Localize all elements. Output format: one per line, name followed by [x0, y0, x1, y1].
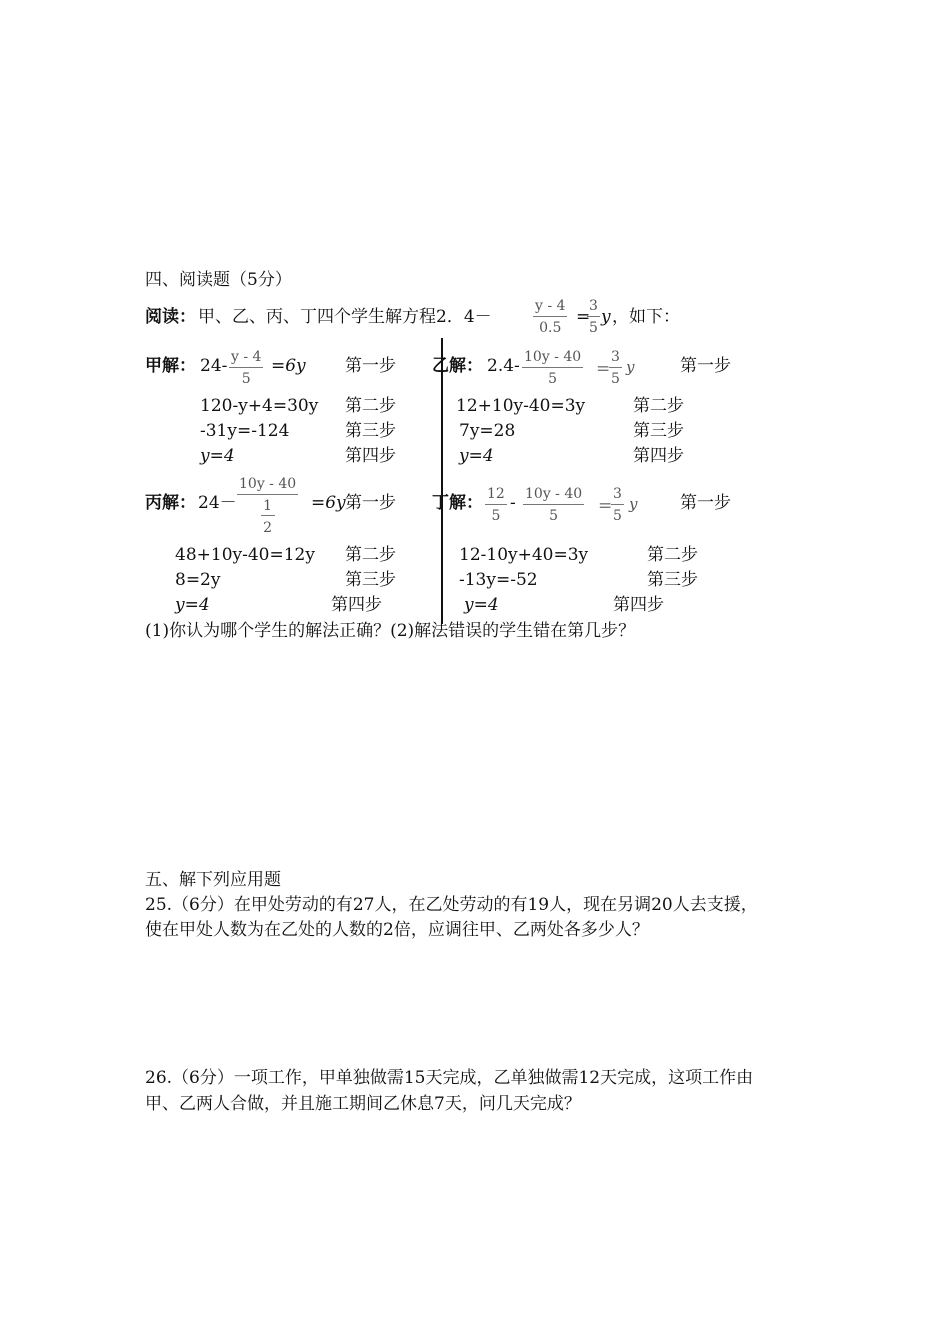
intro-fraction-2: [587, 299, 600, 335]
reading-question: (1)你认为哪个学生的解法正确？(2)解法错误的学生错在第几步？: [145, 621, 636, 641]
fraction-denominator: 5: [548, 371, 558, 387]
ding-step2-marker: 第二步: [647, 545, 698, 565]
inner-denominator: 2: [263, 520, 273, 536]
yi-step2-equation: 12+10y-40=3y: [456, 396, 586, 416]
ding-step3-equation: -13y=-52: [459, 570, 538, 590]
yi-step3-marker: 第三步: [633, 421, 684, 441]
bing-step1-marker: 第一步: [345, 493, 396, 513]
yi-step1-fraction-2: [609, 350, 622, 386]
jia-step1-suffix: =6y: [271, 356, 306, 376]
jia-step1-prefix: 24-: [200, 356, 228, 376]
yi-step1-fraction: [522, 350, 583, 386]
ding-step1-fraction-1: [485, 487, 507, 523]
fraction-denominator: 0.5: [539, 320, 562, 336]
intro-suffix: ，如下：: [612, 307, 680, 327]
ding-step4-equation: y=4: [464, 595, 499, 615]
q26-line1: 26.（6分）一项工作，甲单独做需15天完成，乙单独做需12天完成，这项工作由: [145, 1068, 754, 1088]
intro-text: 甲、乙、丙、丁四个学生解方程2．4－: [198, 307, 492, 327]
fraction-numerator: 10y - 40: [525, 486, 583, 502]
bing-step1-prefix: 24－: [198, 493, 237, 513]
intro-equals: =: [576, 307, 591, 327]
bing-step4-equation: y=4: [175, 595, 210, 615]
ding-step2-equation: 12-10y+40=3y: [459, 545, 589, 565]
fraction-denominator: 5: [611, 371, 620, 387]
jia-step1-marker: 第一步: [345, 356, 396, 376]
intro-variable: y: [601, 307, 611, 327]
bing-step3-equation: 8=2y: [175, 570, 221, 590]
intro-fraction-1: [533, 299, 567, 335]
column-divider: [441, 338, 443, 624]
fraction-denominator: 5: [613, 508, 622, 524]
fraction-numerator: y - 4: [535, 298, 566, 314]
ding-step1-fraction-3: [611, 487, 624, 523]
bing-step1-complex-fraction: [237, 477, 298, 535]
yi-label: 乙解：: [432, 356, 483, 376]
ding-step1-equals: =: [598, 496, 613, 516]
bing-step1-suffix: =6y: [311, 493, 346, 513]
ding-step1-fraction-2: [523, 487, 584, 523]
jia-label: 甲解：: [145, 356, 196, 376]
bing-step2-equation: 48+10y-40=12y: [175, 545, 315, 565]
ding-step1-minus: -: [510, 493, 516, 513]
q25-line2: 使在甲处人数为在乙处的人数的2倍，应调往甲、乙两处各多少人？: [145, 920, 649, 940]
fraction-numerator: 3: [589, 298, 598, 314]
inner-fraction: [261, 495, 275, 535]
jia-step4-marker: 第四步: [345, 446, 396, 466]
jia-step3-equation: -31y=-124: [200, 421, 290, 441]
jia-step1-fraction: [229, 350, 263, 386]
jia-step2-equation: 120-y+4=30y: [200, 396, 319, 416]
q25-line1: 25.（6分）在甲处劳动的有27人，在乙处劳动的有19人，现在另调20人去支援，: [145, 895, 758, 915]
fraction-numerator: y - 4: [231, 349, 262, 365]
q26-line2: 甲、乙两人合做，并且施工期间乙休息7天，问几天完成？: [145, 1094, 581, 1114]
fraction-numerator: 12: [487, 486, 505, 502]
inner-numerator: 1: [263, 498, 273, 514]
yi-step1-variable: y: [626, 358, 635, 376]
ding-step4-marker: 第四步: [613, 595, 664, 615]
section4-title: 四、阅读题（5分）: [145, 270, 292, 290]
yi-step1-prefix: 2.4-: [487, 356, 520, 376]
jia-step4-equation: y=4: [200, 446, 235, 466]
yi-step1-marker: 第一步: [680, 356, 731, 376]
yi-step1-equals: =: [596, 359, 611, 379]
ding-label: 丁解：: [432, 493, 483, 513]
ding-step1-marker: 第一步: [680, 493, 731, 513]
fraction-denominator: 5: [589, 320, 598, 336]
jia-step2-marker: 第二步: [345, 396, 396, 416]
fraction-denominator: 5: [549, 508, 559, 524]
bing-step2-marker: 第二步: [345, 545, 396, 565]
section5-title: 五、解下列应用题: [145, 870, 281, 890]
yi-step4-equation: y=4: [459, 446, 494, 466]
fraction-numerator: 3: [613, 486, 622, 502]
yi-step2-marker: 第二步: [633, 396, 684, 416]
ding-step3-marker: 第三步: [647, 570, 698, 590]
fraction-denominator: 5: [241, 371, 251, 387]
fraction-numerator: 3: [611, 349, 620, 365]
bing-step3-marker: 第三步: [345, 570, 396, 590]
yi-step4-marker: 第四步: [633, 446, 684, 466]
ding-step1-variable: y: [629, 495, 638, 513]
intro-prefix: 阅读：: [145, 307, 196, 327]
yi-step3-equation: 7y=28: [459, 421, 516, 441]
fraction-numerator: 10y - 40: [239, 476, 297, 492]
bing-label: 丙解：: [145, 493, 196, 513]
fraction-denominator: 5: [491, 508, 501, 524]
jia-step3-marker: 第三步: [345, 421, 396, 441]
bing-step4-marker: 第四步: [331, 595, 382, 615]
fraction-numerator: 10y - 40: [524, 349, 582, 365]
